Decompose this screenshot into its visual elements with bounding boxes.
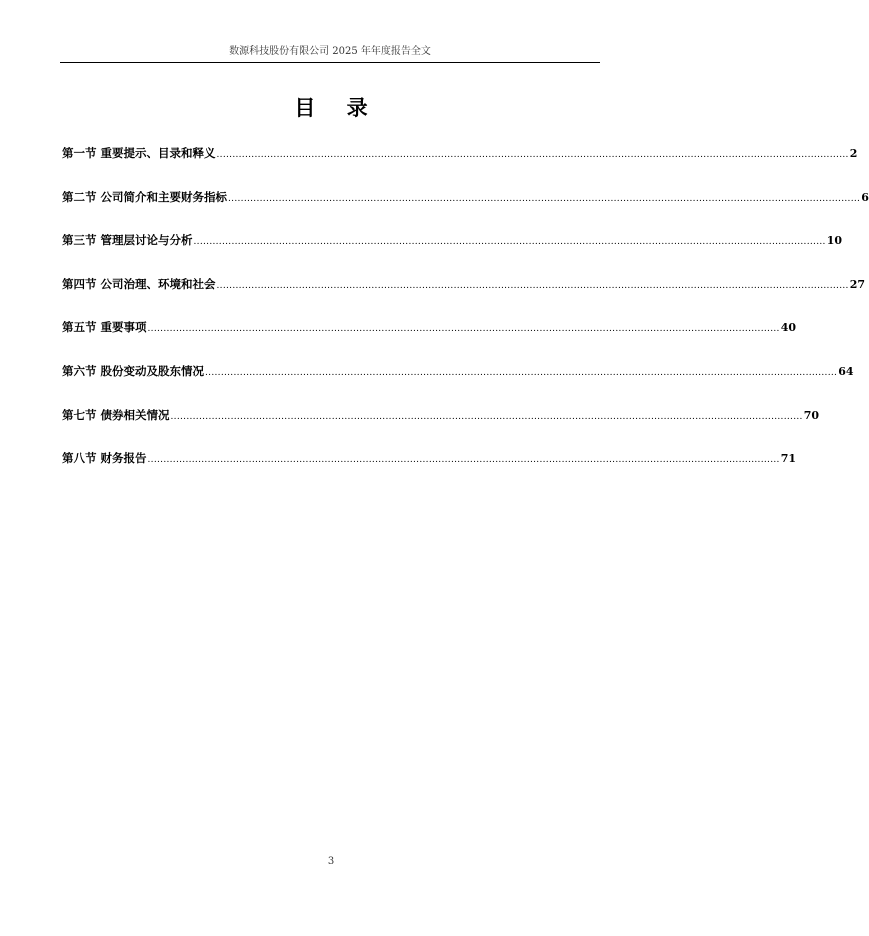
toc-entry-page: 27 <box>849 277 865 291</box>
toc-entry-page: 10 <box>826 234 842 248</box>
page-title: 目 录 <box>294 96 380 120</box>
toc-entry-label: 第三节 管理层讨论与分析 <box>62 233 193 248</box>
toc-entry[interactable] <box>62 189 869 233</box>
toc-entry[interactable] <box>62 407 819 451</box>
toc-entry[interactable] <box>62 363 854 407</box>
table-of-contents <box>62 145 869 494</box>
toc-entry-page: 71 <box>780 452 796 466</box>
toc-entry-label: 第七节 债券相关情况 <box>62 407 170 422</box>
toc-entry-page: 2 <box>849 147 858 160</box>
toc-leader-dots: ........................................................................................................................................................................................................ <box>170 411 803 422</box>
toc-entry-page: 6 <box>861 190 869 204</box>
toc-entry[interactable] <box>62 276 865 320</box>
toc-entry[interactable] <box>62 319 796 363</box>
toc-entry-label: 第五节 重要事项 <box>62 320 147 335</box>
toc-entry[interactable] <box>62 450 796 494</box>
toc-leader-dots: ........................................................................................................................................................................................................ <box>147 324 780 335</box>
toc-entry-label: 第二节 公司简介和主要财务指标 <box>62 189 228 204</box>
header-rule <box>60 62 600 63</box>
toc-entry[interactable] <box>62 145 858 189</box>
toc-entry-page: 64 <box>838 364 854 378</box>
toc-entry-page: 40 <box>780 321 796 335</box>
toc-entry-label: 第六节 股份变动及股东情况 <box>62 363 205 378</box>
toc-leader-dots: ........................................................................................................................................................................................................ <box>147 455 780 466</box>
toc-entry[interactable] <box>62 232 842 276</box>
page-number: 3 <box>327 856 335 867</box>
toc-entry-label: 第一节 重要提示、目录和释义 <box>62 146 216 160</box>
toc-leader-dots: ........................................................................................................................................................................................................ <box>228 193 861 204</box>
toc-leader-dots: ........................................................................................................................................................................................................ <box>216 280 849 291</box>
toc-entry-label: 第八节 财务报告 <box>62 451 147 466</box>
toc-leader-dots: ........................................................................................................................................................................................................ <box>205 367 838 378</box>
toc-entry-label: 第四节 公司治理、环境和社会 <box>62 276 216 291</box>
running-header: 数源科技股份有限公司 2025 年年度报告全文 <box>229 46 431 57</box>
toc-leader-dots: ........................................................................................................................................................................................................ <box>216 150 849 160</box>
toc-leader-dots: ........................................................................................................................................................................................................ <box>193 237 826 248</box>
toc-entry-page: 70 <box>803 408 819 422</box>
